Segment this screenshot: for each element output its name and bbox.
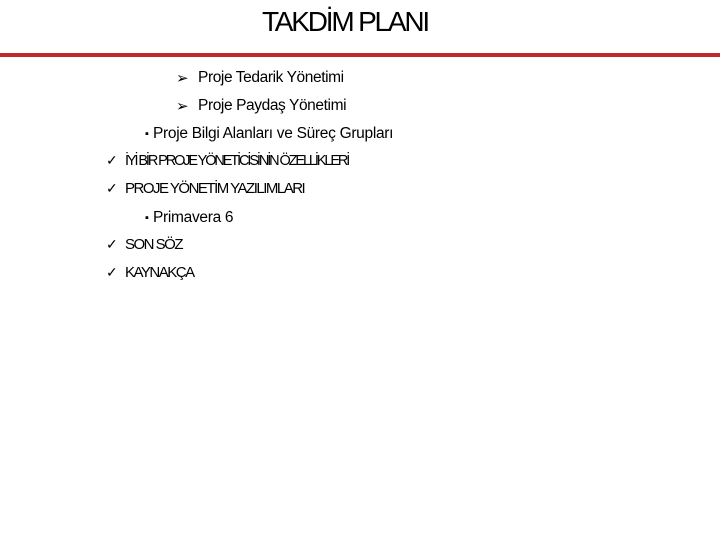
- outline-item-label: KAYNAKÇA: [125, 264, 194, 281]
- outline-item: [106, 180, 304, 197]
- outline-item-label: Proje Tedarik Yönetimi: [198, 69, 344, 86]
- check-bullet-icon: ✓: [106, 152, 118, 168]
- outline-item-label: Proje Paydaş Yönetimi: [198, 97, 347, 114]
- outline-item: [106, 152, 348, 169]
- check-bullet-icon: ✓: [106, 180, 118, 196]
- outline-item: [145, 125, 393, 143]
- outline-item: [176, 69, 344, 87]
- check-bullet-icon: ✓: [106, 236, 118, 252]
- outline-item-label: PROJE YÖNETİM YAZILIMLARI: [125, 180, 305, 197]
- title-divider: [0, 53, 720, 57]
- outline-item: [106, 264, 194, 281]
- arrow-bullet-icon: ➢: [176, 98, 189, 115]
- slide-title: TAKDİM PLANI: [261, 6, 428, 37]
- outline-item-label: SON SÖZ: [125, 236, 183, 253]
- arrow-bullet-icon: ➢: [176, 70, 189, 87]
- square-bullet-icon: ▪: [145, 128, 149, 140]
- check-bullet-icon: ✓: [106, 264, 118, 280]
- outline-item-label: İYİ BİR PROJE YÖNETİCİSİNİN ÖZELLİKLERİ: [125, 152, 349, 169]
- outline-item-label: Proje Bilgi Alanları ve Süreç Grupları: [153, 125, 394, 142]
- outline-item-label: Primavera 6: [153, 209, 234, 226]
- square-bullet-icon: ▪: [145, 212, 149, 224]
- outline-item: [176, 97, 346, 115]
- outline-item: [145, 209, 233, 227]
- outline-item: [106, 236, 182, 253]
